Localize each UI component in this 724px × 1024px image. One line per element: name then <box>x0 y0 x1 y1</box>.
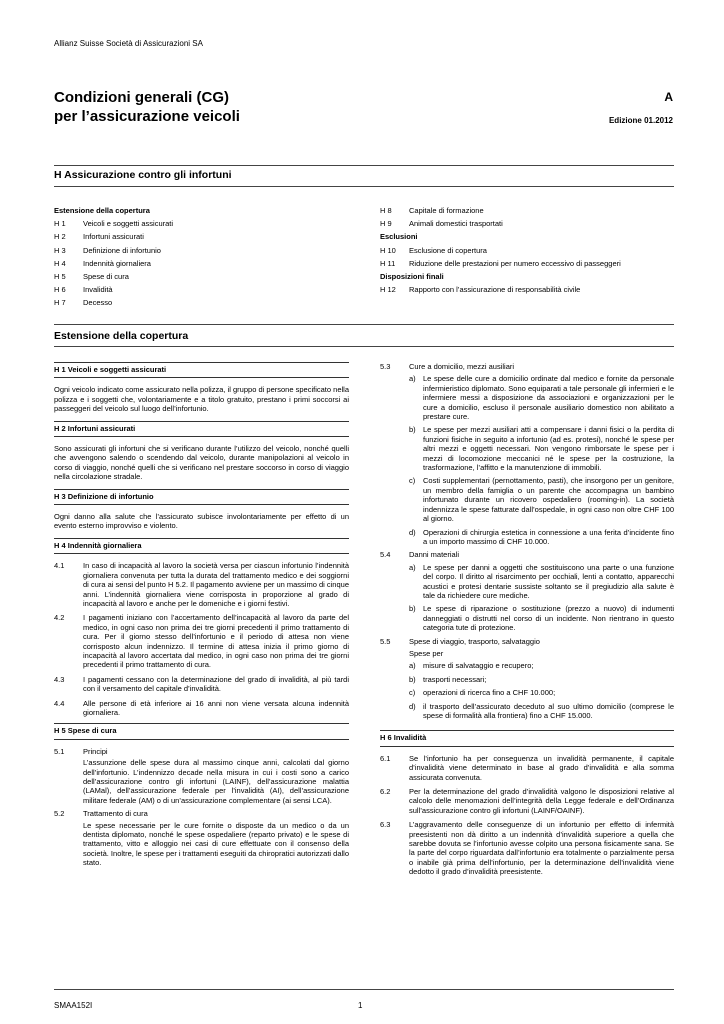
toc-entry <box>54 204 354 217</box>
toc-code: H 5 <box>54 271 66 281</box>
sub-item <box>409 425 674 472</box>
clause-title: Principi <box>83 746 108 756</box>
toc-label: Decesso <box>83 298 113 308</box>
toc-code: H 4 <box>54 258 66 268</box>
toc-group-label: Disposizioni finali <box>380 271 444 281</box>
toc-label: Capitale di formazione <box>409 206 484 215</box>
clause-title: Spese di viaggio, trasporto, salvataggio <box>409 636 540 646</box>
toc-entry <box>380 217 680 230</box>
item-marker: a) <box>409 562 416 572</box>
item-marker: 4.4 <box>54 698 65 708</box>
toc-label: Definizione di infortunio <box>83 245 161 255</box>
clause-5-3-items <box>380 374 674 546</box>
toc-code: H 3 <box>54 245 66 255</box>
sub-item <box>409 528 674 547</box>
heading-h2: H 2 Infortuni assicurati <box>54 421 349 437</box>
divider <box>54 186 674 187</box>
toc-group-label: Esclusioni <box>380 232 418 242</box>
sub-item <box>409 604 674 632</box>
item-marker: c) <box>409 688 416 698</box>
toc-entry <box>380 204 680 217</box>
clause <box>54 747 349 756</box>
heading-h5: H 5 Spese di cura <box>54 723 349 739</box>
item-text: I pagamenti iniziano con l’accertamento dell’incapacità al lavoro da parte del medico, in ogni caso non prima dei tre giorni precedenti il primo trattamento di cura. Per il giorno stesso dell’infortunio e il periodo di attesa non viene corrisposto alcun indennizzo. Il termine di attesa inizia il primo giorno di incapacità al lavoro accertata dal medico, in ogni caso non prima dei tre giorni precedenti il primo trattamento di cura. <box>83 613 349 670</box>
toc-code: H 2 <box>54 232 66 242</box>
clause <box>380 637 674 646</box>
toc-code: H 6 <box>54 285 66 295</box>
toc-label: Spese di cura <box>83 271 129 281</box>
item-marker: 6.2 <box>380 787 391 797</box>
coverage-heading: Estensione della copertura <box>54 330 189 342</box>
heading-h1: H 1 Veicoli e soggetti assicurati <box>54 362 349 378</box>
left-column <box>54 362 349 871</box>
toc-code: H 12 <box>380 285 396 295</box>
clause <box>54 809 349 818</box>
item-text: Costi supplementari (pernottamento, pasti), che insorgono per un genitore, un membro della famiglia o un parente che accompagna un bambino infortunato durante un ricovero ospedaliero (rooming-in). La società indennizza le spese fatturate dall’ospedale, in ogni caso non oltre CHF 100 al giorno. <box>423 476 674 524</box>
clause-number: 5.5 <box>380 636 391 646</box>
item-text: L’aggravamento delle conseguenze di un infortunio per effetto di infermità preesistenti non dà diritto a un indennità d’invalidità superiore a quella che sarebbe dovuta se l’infortunio avesse colpito una persona fisicamente sana. Se la parte del corpo riguardata dall’infortunio era totalmente o parzialmente persa o inabile già prima dell’infortunio, per la determinazione dell’invalidità viene dedotto il grado d’invalidità preesistente. <box>409 820 674 877</box>
toc-entry <box>380 270 680 283</box>
item-text: misure di salvataggio e recupero; <box>423 661 534 671</box>
toc-code: H 11 <box>380 258 396 268</box>
clause-text: L’assunzione delle spese dura al massimo cinque anni, calcolati dal giorno dell’infortunio. L’indennizzo decade nella misura in cui i costi sono a carico dell’assicurazione contro gli infortuni (LAINF), dell’assicurazione malattia (LAMal), dell’assicurazione federale per l’invalidità (AI), dell’assicurazione militare federale (AM) o di un’assicurazione complementare (ai sensi LCA). <box>83 758 349 805</box>
toc-label: Animali domestici trasportati <box>409 219 503 229</box>
toc-entry <box>54 230 354 243</box>
toc-entry <box>54 296 354 309</box>
item-text: il trasporto dell’assicurato deceduto al suo ultimo domicilio (comprese le spese di formalità alla frontiera) fino a CHF 15.000. <box>423 701 674 720</box>
numbered-clause <box>380 787 674 815</box>
item-text: operazioni di ricerca fino a CHF 10.000; <box>423 688 556 698</box>
toc-entry <box>54 244 354 257</box>
company-name: Allianz Suisse Società di Assicurazioni SA <box>54 39 203 48</box>
toc-label: Invalidità <box>83 285 113 295</box>
toc-label: Riduzione delle prestazioni per numero eccessivo di passeggeri <box>409 258 621 268</box>
item-marker: 4.3 <box>54 674 65 684</box>
item-marker: b) <box>409 604 416 614</box>
item-marker: a) <box>409 374 416 384</box>
clause-text: Le spese necessarie per le cure fornite o disposte da un medico o da un dentista diplomato, nonché le spese ospedaliere (reparto privato) e le spese di trattamento, vitto e alloggio nei casi di cure effettuate con il consenso della società. Inoltre, le spese per i trattamenti eseguiti da chiropratici autorizzati dallo stato. <box>83 820 349 868</box>
clause <box>380 550 674 559</box>
clause-title: Danni materiali <box>409 550 460 560</box>
clause-title: Trattamento di cura <box>83 809 148 819</box>
item-marker: c) <box>409 476 416 486</box>
document-code: SMAA152I <box>54 1001 93 1010</box>
toc-label: Veicoli e soggetti assicurati <box>83 219 174 229</box>
clause-5-4-items <box>380 563 674 633</box>
item-marker: 4.2 <box>54 613 65 623</box>
toc-right <box>380 204 680 296</box>
clause <box>380 362 674 371</box>
paragraph-h1: Ogni veicolo indicato come assicurato nella polizza, il gruppo di persone specificato nella polizza e i soggetti che, volontariamente e a titolo gratuito, prestano i primi soccorsi ai passeggeri del veicolo sul luogo dell’infortunio. <box>54 385 349 414</box>
toc-label: Esclusione di copertura <box>409 245 487 255</box>
title-line-2: per l’assicurazione veicoli <box>54 108 240 125</box>
item-marker: d) <box>409 701 416 711</box>
sub-item <box>409 563 674 601</box>
toc-entry <box>380 230 680 243</box>
paragraph-h3: Ogni danno alla salute che l’assicurato subisce involontariamente per effetto di un evento esterno improvviso e violento. <box>54 512 349 531</box>
toc-entry <box>54 217 354 230</box>
sub-item <box>409 661 674 670</box>
page-number: 1 <box>358 1001 363 1010</box>
numbered-clause <box>54 699 349 718</box>
numbered-clause <box>380 754 674 782</box>
document-title <box>54 88 240 126</box>
sub-item <box>409 688 674 697</box>
clause-number: 5.3 <box>380 362 391 371</box>
numbered-clause <box>54 613 349 669</box>
toc-entry <box>380 244 680 257</box>
edition-label: Edizione 01.2012 <box>608 116 673 125</box>
item-text: Le spese di riparazione o sostituzione (prezzo a nuovo) di indumenti danneggiati o distrutti nel corso di un incidente. Non rientrano in questo categoria tute di protezione. <box>423 604 674 633</box>
item-text: Se l’infortunio ha per conseguenza un invalidità permanente, il capitale d’invalidità viene determinato in base al grado d’invalidità e alla somma assicurata convenuta. <box>409 753 674 782</box>
toc-code: H 8 <box>380 206 392 215</box>
clause-number: 5.4 <box>380 550 391 560</box>
toc-code: H 10 <box>380 245 396 255</box>
toc-entry <box>54 257 354 270</box>
item-text: I pagamenti cessano con la determinazione del grado di invalidità, al più tardi con il versamento del capitale d’invalidità. <box>83 674 349 694</box>
item-text: Le spese delle cure a domicilio ordinate dal medico e fornite da personale infermieristico diplomato. Sono equiparati a tale personale gli infermieri e le infermiere messi a disposizione da associazioni e organizzazioni per le cure a domicilio, escluso il personale ausiliario domestico non abilitato a prestare cure. <box>423 374 674 422</box>
heading-h3: H 3 Definizione di infortunio <box>54 489 349 505</box>
toc-code: H 7 <box>54 298 66 308</box>
clause-title: Cure a domicilio, mezzi ausiliari <box>409 362 515 371</box>
title-line-1: Condizioni generali (CG) <box>54 89 229 106</box>
sub-item <box>409 702 674 721</box>
toc-label: Infortuni assicurati <box>83 232 144 242</box>
divider <box>54 346 674 347</box>
item-text: Operazioni di chirurgia estetica in connessione a una ferita d’incidente fino a un importo massimo di CHF 10.000. <box>423 527 674 546</box>
item-text: trasporti necessari; <box>423 674 487 684</box>
section-title: H Assicurazione contro gli infortuni <box>54 169 232 181</box>
item-marker: b) <box>409 674 416 684</box>
item-text: In caso di incapacità al lavoro la società versa per ciascun infortunio l’indennità giornaliera convenuta per tutta la durata del trattamento medico e dei soggiorni di cura ai sensi del punto H 5.2. Il pagamento avviene per un massimo di cinque anni. L’indennità giornaliera viene corrisposta in proporzione al grado di incapacità al lavoro e anche per le domeniche e i giorni festivi. <box>83 561 349 608</box>
toc-label: Rapporto con l’assicurazione di responsabilità civile <box>409 285 581 295</box>
toc-left <box>54 204 354 310</box>
toc-entry <box>54 283 354 296</box>
toc-entry <box>380 283 680 296</box>
item-text: Per la determinazione del grado d’invalidità valgono le disposizioni relative al calcolo delle menomazioni dell’integrità della Legge federale e dell’Ordinanza sull’assicurazione contro gli infortuni (LAINF/OAINF). <box>409 787 674 815</box>
divider <box>54 324 674 325</box>
h4-items <box>54 561 349 717</box>
section-letter: A <box>664 90 673 104</box>
item-marker: b) <box>409 425 416 435</box>
clause-number: 5.1 <box>54 746 65 756</box>
toc-code: H 9 <box>380 219 392 229</box>
sub-item <box>409 374 674 421</box>
item-marker: 6.1 <box>380 753 391 763</box>
divider <box>54 165 674 166</box>
toc-code: H 1 <box>54 219 66 229</box>
toc-label: Indennità giornaliera <box>83 258 151 268</box>
sub-item <box>409 675 674 684</box>
sub-item <box>409 476 674 523</box>
clause-intro: Spese per <box>409 648 444 658</box>
numbered-clause <box>54 675 349 694</box>
toc-group-label: Estensione della copertura <box>54 206 150 215</box>
numbered-clause <box>54 561 349 608</box>
item-text: Le spese per mezzi ausiliari atti a compensare i danni fisici o la perdita di funzioni fisiche in seguito a infortunio (ad es. protesi), nonché le spese per altri mezzi e oggetti necessari. Non vengono rimborsate le spese per i mezzi di locomozione meccanici né le spese per la costruzione, la trasformazione, l’affitto e la manutenzione di immobili. <box>423 425 674 473</box>
paragraph-h2: Sono assicurati gli infortuni che si verificano durante l’utilizzo del veicolo, nonché quelli che avvengono salendo o scendendo dal veicolo, durante manipolazioni al veicolo in corso di viaggio, nonché quelli che si verificano nel prestare soccorso in corso di viaggio nella circolazione stradale. <box>54 444 349 482</box>
toc-entry <box>380 257 680 270</box>
item-marker: 6.3 <box>380 820 391 830</box>
item-text: Le spese per danni a oggetti che sostituiscono una parte o una funzione del corpo. Il diritto al risarcimento per occhiali, lenti a contatto, apparecchi acustici e protesi dentarie sussiste soltanto se il pregiudizio alla salute è tale da richiedere cure mediche. <box>423 562 674 600</box>
numbered-clause <box>380 820 674 876</box>
right-column <box>380 362 674 882</box>
item-marker: d) <box>409 527 416 537</box>
footer-divider <box>54 989 674 990</box>
item-marker: 4.1 <box>54 561 65 571</box>
item-marker: a) <box>409 661 416 671</box>
clause-5-5-items <box>380 661 674 720</box>
toc-entry <box>54 270 354 283</box>
heading-h6: H 6 Invalidità <box>380 730 674 746</box>
heading-h4: H 4 Indennità giornaliera <box>54 538 349 554</box>
h6-items <box>380 754 674 877</box>
item-text: Alle persone di età inferiore ai 16 anni non viene versata alcuna indennità giornaliera. <box>83 698 349 717</box>
clause-number: 5.2 <box>54 809 65 819</box>
